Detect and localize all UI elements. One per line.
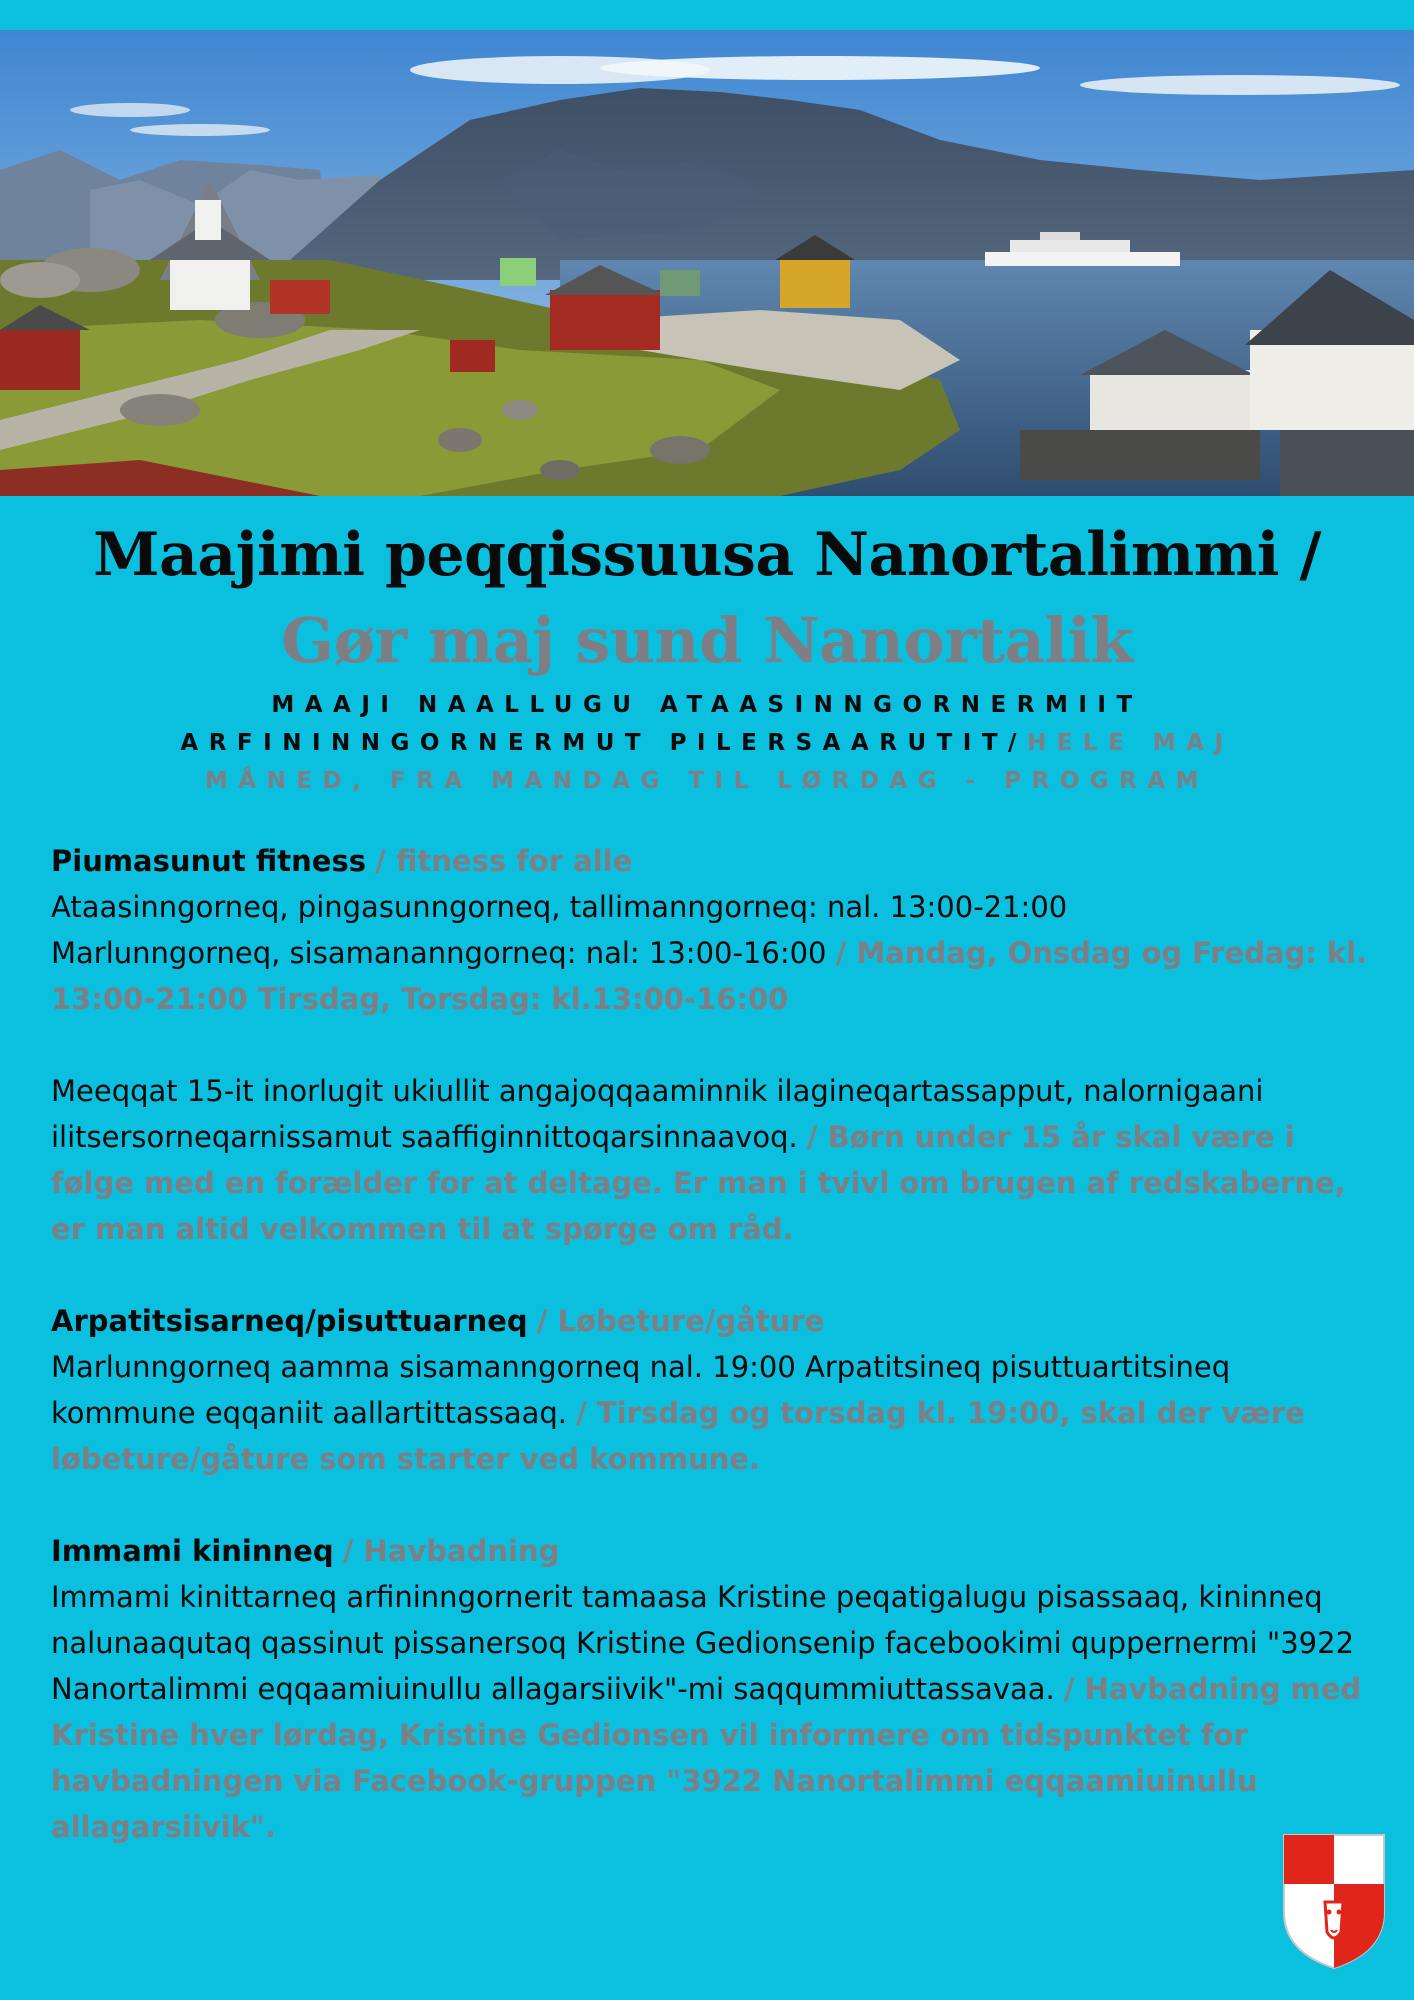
section-walk: [51, 1298, 1369, 1482]
subtitle-kl: MAAJI NAALLUGU ATAASINNGORNERMIIT ARFININNGORNERMUT PILERSAARUTIT/: [180, 692, 1143, 756]
section-children: [51, 1068, 1369, 1252]
fitness-translation: / Mandag, Onsdag og Fredag: kl. 13:00-21:00 Tirsdag, Torsdag: kl.13:00-16:00: [51, 936, 1368, 1016]
page-title-translation: Gør maj sund Nanortalik: [281, 604, 1133, 677]
walk-heading: Arpatitsisarneq/pisuttuarneq: [51, 1304, 528, 1338]
children-translation: / Børn under 15 år skal være i følge med en forælder for at deltage. Er man i tvivl om brugen af redskaberne, er man altid velkommen til at spørge om råd.: [51, 1120, 1346, 1246]
page-title: Maajimi peqqissuusa Nanortalimmi /: [93, 520, 1321, 590]
section-swim: [51, 1528, 1369, 1850]
fitness-heading-translation: / fitness for alle: [375, 844, 633, 878]
fitness-line-1: Ataasinngorneq, pingasunngorneq, tallimanngorneq: nal. 13:00-21:00: [51, 890, 1068, 924]
fitness-line-2: Marlunngorneq, sisamananngorneq: nal: 13:00-16:00: [51, 936, 827, 970]
program-content: [51, 838, 1369, 1896]
swim-translation: / Havbadning med Kristine hver lørdag, Kristine Gedionsen vil informere om tidspunktet for havbadningen via Facebook-gruppen "3922 Nanortalimmi eqqaamiuinullu allagarsiivik".: [51, 1672, 1362, 1844]
crest-logo: [1281, 1832, 1387, 1970]
section-fitness: [51, 838, 1369, 1022]
swim-text: Immami kinittarneq arfininngornerit tamaasa Kristine peqatigalugu pisassaaq, kininneq nalunaaqutaq qassinut pissanersoq Kristine Gedionsenip facebookimi quppernermi "3922 Nanortalimmi eqqaamiuinullu allagarsiivik"-mi saqqummiuttassavaa.: [51, 1580, 1355, 1706]
swim-heading: Immami kininneq: [51, 1534, 334, 1568]
walk-heading-translation: / Løbeture/gåture: [536, 1304, 825, 1338]
subtitle-da: HELE MAJ MÅNED, FRA MANDAG TIL LØRDAG - PROGRAM: [204, 730, 1234, 794]
walk-text: Marlunngorneq aamma sisamanngorneq nal. 19:00 Arpatitsineq pisuttuartitsineq kommune eqqaniit aallartittassaaq.: [51, 1350, 1231, 1430]
swim-heading-translation: / Havbadning: [342, 1534, 560, 1568]
fitness-heading: Piumasunut fitness: [51, 844, 366, 878]
children-text: Meeqqat 15-it inorlugit ukiullit angajoqqaaminnik ilagineqartassapput, nalornigaani ilitsersorneqarnissamut saaffiginnittoqarsinnaavoq.: [51, 1074, 1264, 1154]
walk-translation: / Tirsdag og torsdag kl. 19:00, skal der være løbeture/gåture som starter ved kommune.: [51, 1396, 1305, 1476]
subtitle: [120, 686, 1294, 800]
hero-photo: [0, 30, 1414, 496]
